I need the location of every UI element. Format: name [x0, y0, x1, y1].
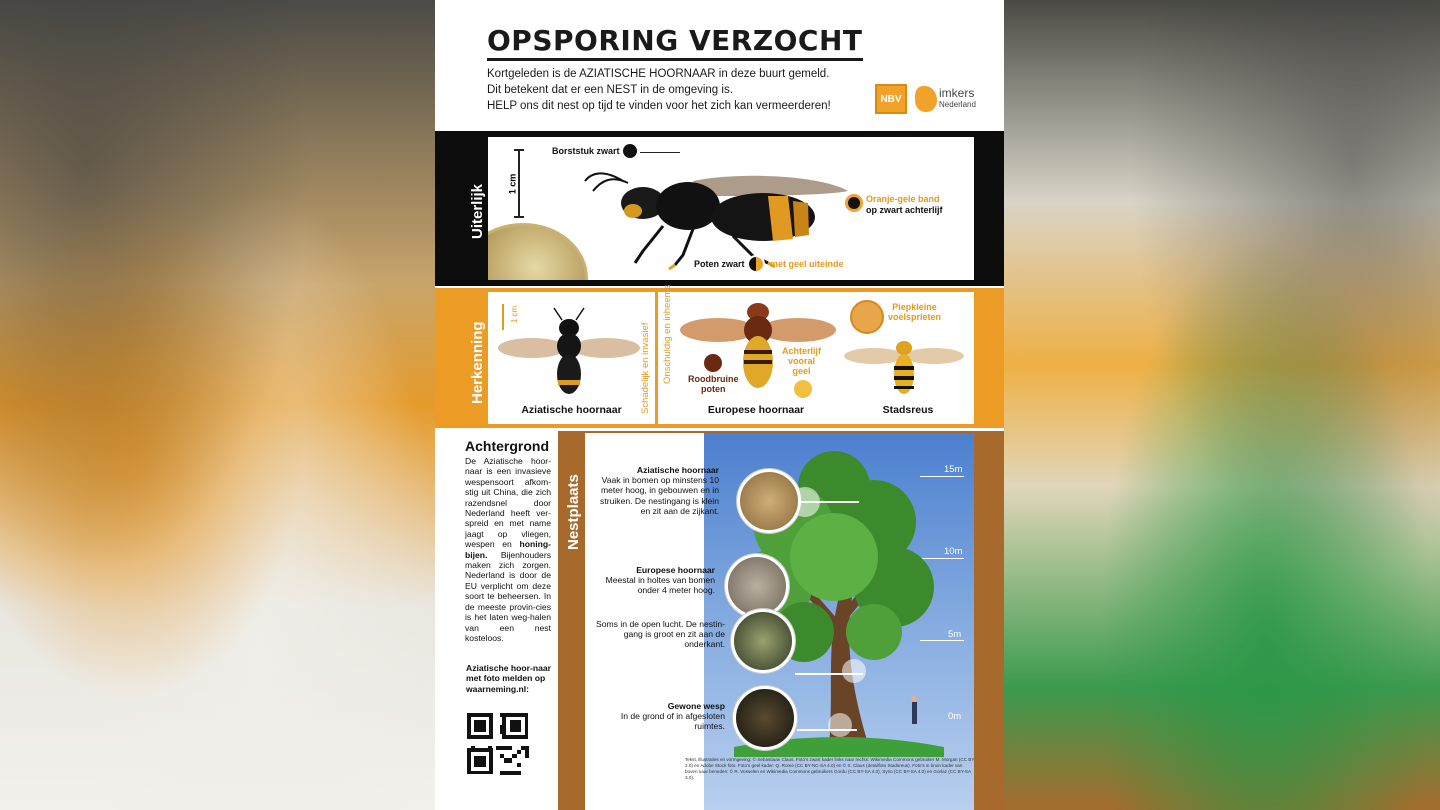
nest-photo-wesp: [733, 686, 797, 750]
scale-bar: [518, 149, 520, 217]
callout-piepkleine: Piepkleine voelsprieten: [888, 302, 942, 322]
nestplaats-label: Nestplaats: [565, 474, 582, 550]
nbv-logo: NBV: [875, 84, 907, 114]
nest-item-europees: Europese hoornaar Meestal in holtes van bomen onder 4 meter hoog.: [605, 565, 715, 596]
intro-line: HELP ons dit nest op tijd te vinden voor het zich kan vermeerderen!: [487, 100, 831, 112]
hornet-photo: [488, 137, 974, 280]
imkers-logo-text: imkers: [939, 86, 975, 100]
aziatische-card: [488, 292, 655, 424]
nest-open-marker: [842, 659, 866, 683]
herkenning-band: [435, 284, 1004, 428]
callout-poten: Poten zwart: [694, 259, 745, 269]
nest-item-wesp: Gewone wesp In de grond of in afgesloten ruimtes.: [620, 701, 725, 732]
caption-aziatisch: Aziatische hoornaar: [521, 404, 622, 416]
voelspriet-detail-image: [850, 300, 884, 334]
achterlijf-marker: [794, 380, 812, 398]
imkers-logo: [915, 86, 976, 112]
nest-photo-aziatisch: [737, 469, 801, 533]
stadsreus-image: [842, 334, 966, 400]
imkers-mark-icon: [915, 86, 937, 112]
caption-europees: Europese hoornaar: [707, 404, 805, 416]
nest-photo-open-lucht: [731, 609, 795, 673]
nest-grond-marker: [828, 713, 852, 737]
euro-coin-image: [488, 223, 588, 280]
callout-borststuk: Borststuk zwart: [552, 146, 620, 156]
asian-hornet-image: [496, 306, 642, 398]
poster: [435, 0, 1004, 810]
height-10m: 10m: [944, 546, 963, 557]
scale-label: 1 cm: [507, 173, 518, 195]
note-onschuldig: Onschuldig en inheems: [662, 284, 673, 384]
callout-roodbruine: Roodbruine poten: [688, 374, 739, 394]
note-schadelijk: Schadelijk en invasief: [640, 322, 651, 414]
intro-line: Dit betekent dat er een NEST in de omgeving is.: [487, 84, 733, 96]
poten-marker: [747, 255, 765, 273]
nest-item-aziatisch: Aziatische hoornaar Vaak in bomen op minstens 10 meter hoog, in gebouwen en in struiken. De nestingang is klein en zit aan de zijkant.: [600, 465, 719, 516]
credits-text: Tekst, illustraties en vormgeving: © Sebastiaan Claus. Foto's zwart kader links naar rechts: Wikimedia Commons gebruiker M. Morgan (CC BY 2.0) en Adobe Stock foto. Foto's geel kader: Q. Rome (CC BY-NC-SA 4.0) en © S. Claus (detailfoto Stadsreus). Foto's in bruin kader van boven naar beneden: © R. Vosselen en Wikimedia Commons gebruikers Gordu (CC BY-SA 4.0), Syrio (CC BY-SA 4.0) en Gorlaz (CC BY-SA 3.0).: [685, 757, 975, 780]
intro-line: Kortgeleden is de AZIATISCHE HOORNAAR in deze buurt gemeld.: [487, 68, 830, 80]
herkenning-label: Herkenning: [469, 321, 486, 404]
callout-poten-tip: met geel uiteinde: [770, 259, 844, 269]
imkers-logo-subtext: Nederland: [939, 100, 976, 109]
poster-intro: [487, 66, 831, 114]
nest-photo-europees: [725, 554, 789, 618]
callout-band-orange: Oranje-gele band: [866, 194, 940, 204]
nestplaats-panel: [585, 433, 974, 810]
band-marker: [845, 194, 863, 212]
background-left: [0, 0, 435, 810]
height-0m: 0m: [948, 711, 962, 722]
logos: [875, 84, 976, 114]
height-15m: 15m: [944, 464, 963, 475]
uiterlijk-band: [435, 131, 1004, 286]
scale-label: 1 cm: [510, 305, 520, 324]
caption-stadsreus: Stadsreus: [882, 404, 934, 416]
nest-item-open-lucht: Soms in de open lucht. De nestin-gang is groot en zit aan de onderkant.: [596, 619, 725, 650]
inheems-card: [658, 284, 974, 424]
asian-hornet-image: [583, 151, 873, 271]
melden-text: Aziatische hoor-naar met foto melden op waarneming.nl:: [466, 663, 552, 694]
callout-achterlijf: Achterlijf vooral geel: [782, 346, 822, 376]
background-right: [1004, 0, 1440, 810]
qr-code[interactable]: [467, 713, 529, 775]
height-5m: 5m: [948, 629, 962, 640]
achtergrond-title: Achtergrond: [465, 438, 549, 454]
achtergrond-text: De Aziatische hoor-naar is een invasieve wespensoort afkom-stig uit China, die zich razendsnel door Nederland heeft ver-spreid en met name jaagt op vliegen, wespen en honing-bijen. Bijenhouders maken zich zorgen. Nederland is door de EU verplicht om deze soort te beheersen. In de meeste provin-cies is het laten weg-halen van een nest kosteloos.: [465, 456, 551, 643]
uiterlijk-label: Uiterlijk: [469, 183, 486, 239]
callout-band-black: op zwart achterlijf: [866, 205, 943, 215]
borststuk-marker: [621, 142, 639, 160]
poster-title: OPSPORING VERZOCHT: [487, 24, 863, 61]
poten-marker: [704, 354, 722, 372]
